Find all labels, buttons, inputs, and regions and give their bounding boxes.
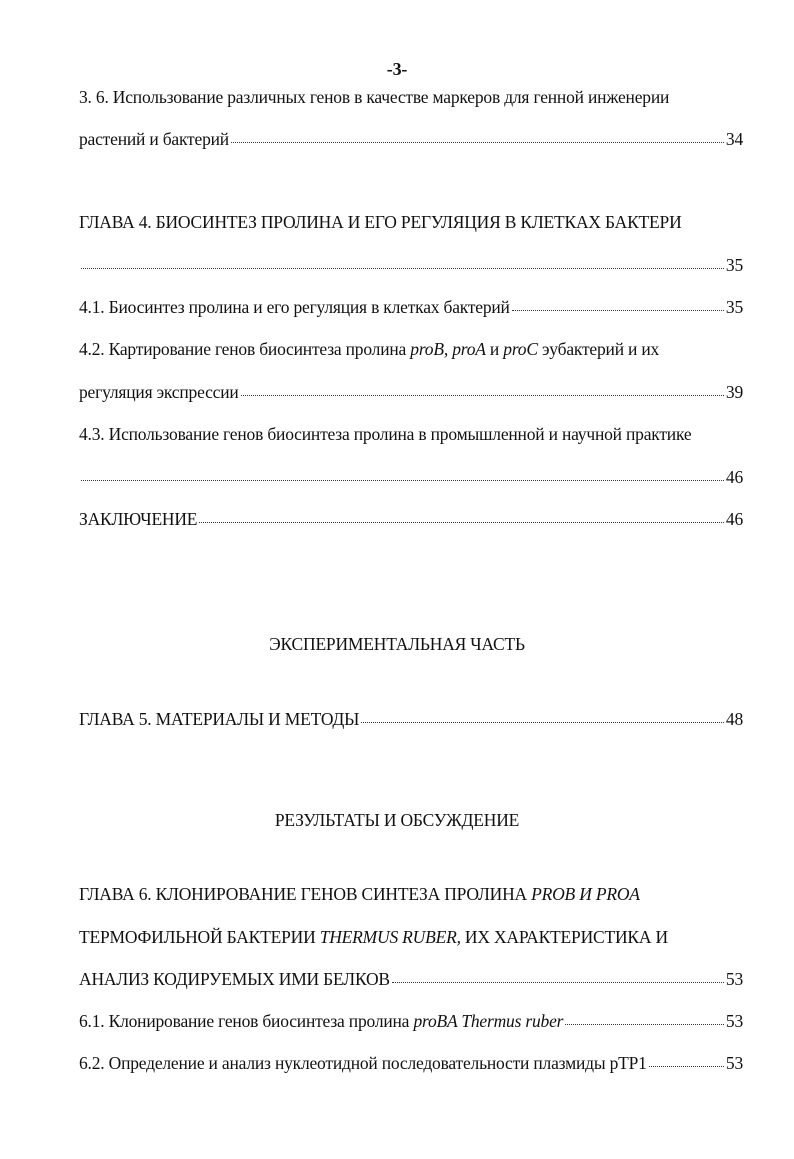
toc-page-number: 35 (725, 297, 743, 317)
gene-names: proB, proA (410, 339, 486, 359)
toc-page-number: 34 (725, 129, 743, 149)
dot-leader (565, 1023, 724, 1025)
toc-entry-4-2 (79, 381, 743, 403)
toc-entry-4-2-line1: 4.2. Картирование генов биосинтеза пролина proB, proA и proC эубактерий и их (79, 339, 660, 359)
toc-conclusion (79, 508, 743, 530)
gene-names: PROB И PROA (531, 884, 640, 904)
dot-leader (231, 141, 724, 143)
toc-page-number: 46 (725, 467, 743, 487)
toc-page-number: 53 (725, 1011, 743, 1031)
toc-page-number: 39 (725, 382, 743, 402)
toc-entry-4-3 (79, 466, 743, 488)
section-heading-experimental: ЭКСПЕРИМЕНТАЛЬНАЯ ЧАСТЬ (269, 634, 525, 654)
toc-entry-title: АНАЛИЗ КОДИРУЕМЫХ ИМИ БЕЛКОВ (79, 969, 390, 989)
toc-page-number: 46 (725, 509, 743, 529)
dot-leader (199, 521, 724, 523)
dot-leader (361, 721, 724, 723)
page-number: -3- (386, 59, 408, 79)
toc-entry-3-6 (79, 128, 743, 150)
dot-leader (512, 309, 724, 311)
dot-leader (241, 394, 724, 396)
toc-page-number: 53 (725, 969, 743, 989)
toc-entry-4-3-line1: 4.3. Использование генов биосинтеза пролина в промышленной и научной практике (79, 424, 692, 444)
section-heading-results: РЕЗУЛЬТАТЫ И ОБСУЖДЕНИЕ (274, 810, 520, 830)
dot-leader (81, 267, 724, 269)
toc-entry-title: растений и бактерий (79, 129, 229, 149)
toc-page-number: 53 (725, 1053, 743, 1073)
gene-name: proC (503, 339, 538, 359)
toc-page-number: 35 (725, 255, 743, 275)
toc-entry-title: ЗАКЛЮЧЕНИЕ (79, 509, 198, 529)
toc-chapter-5 (79, 708, 743, 730)
dot-leader (649, 1065, 724, 1067)
dot-leader (81, 479, 724, 481)
dot-leader (392, 981, 724, 983)
toc-entry-title: 6.2. Определение и анализ нуклеотидной последовательности плазмиды pTP1 (79, 1053, 647, 1073)
toc-chapter-4-line1: ГЛАВА 4. БИОСИНТЕЗ ПРОЛИНА И ЕГО РЕГУЛЯЦИЯ В КЛЕТКАХ БАКТЕРИ (79, 212, 682, 232)
toc-chapter-4 (79, 254, 743, 276)
toc-entry-title: ГЛАВА 5. МАТЕРИАЛЫ И МЕТОДЫ (79, 709, 360, 729)
toc-entry-6-1 (79, 1010, 743, 1032)
toc-entry-title: 4.1. Биосинтез пролина и его регуляция в клетках бактерий (79, 297, 510, 317)
toc-entry-4-1 (79, 296, 743, 318)
toc-entry-title: 6.1. Клонирование генов биосинтеза пролина proBA Thermus ruber (79, 1011, 564, 1031)
species-name: THERMUS RUBER, (319, 927, 461, 947)
species-name: proBA Thermus ruber (413, 1011, 564, 1031)
toc-chapter-6-line2: ТЕРМОФИЛЬНОЙ БАКТЕРИИ THERMUS RUBER, ИХ ХАРАКТЕРИСТИКА И (79, 927, 668, 947)
toc-chapter-6 (79, 968, 743, 990)
toc-page-number: 48 (725, 709, 743, 729)
toc-entry-3-6-line1: 3. 6. Использование различных генов в качестве маркеров для генной инженерии (79, 87, 670, 107)
toc-chapter-6-line1: ГЛАВА 6. КЛОНИРОВАНИЕ ГЕНОВ СИНТЕЗА ПРОЛИНА PROB И PROA (79, 884, 640, 904)
toc-entry-title: регуляция экспрессии (79, 382, 239, 402)
toc-entry-6-2 (79, 1052, 743, 1074)
